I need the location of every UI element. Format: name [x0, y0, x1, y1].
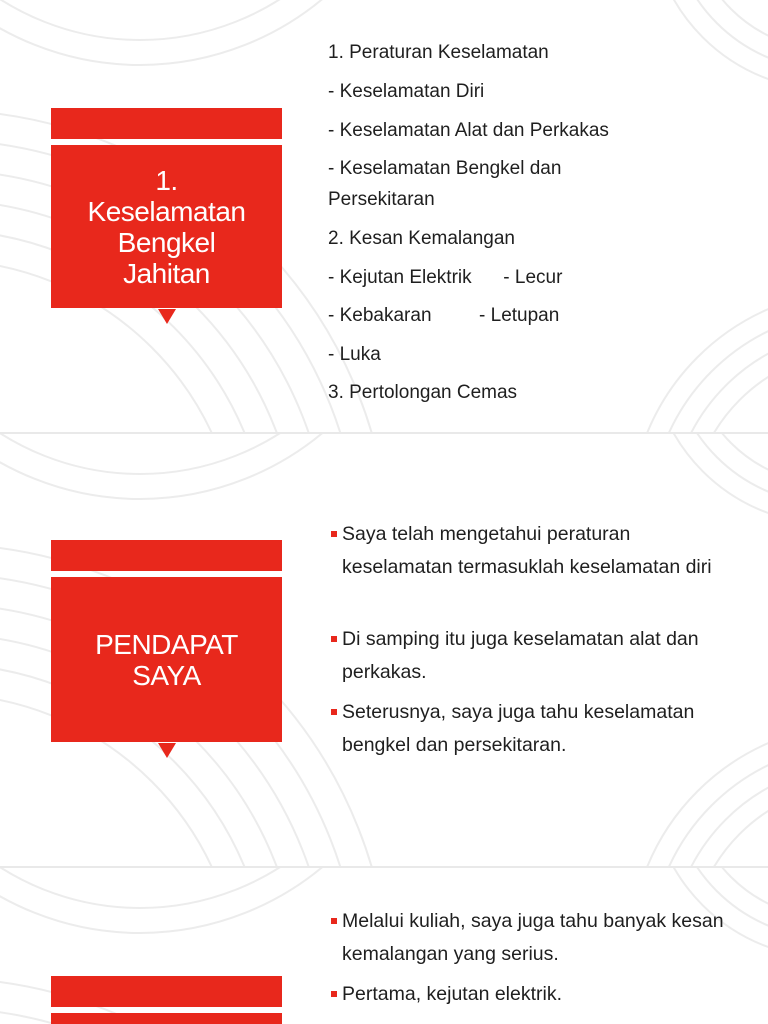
title-accent-bar — [51, 108, 282, 139]
title-accent-bar — [51, 540, 282, 571]
content-line: - Keselamatan Bengkel dan — [328, 158, 562, 179]
content-line: 2. Kesan Kemalangan — [328, 228, 515, 249]
bullet-item — [328, 905, 728, 970]
content-line: - Keselamatan Alat dan Perkakas — [328, 120, 609, 141]
content-line: - Kebakaran - Letupan — [328, 305, 560, 326]
bullet-item — [328, 978, 728, 1011]
slide-2-title: PENDAPAT SAYA — [95, 628, 238, 691]
content-line: 1. Peraturan Keselamatan — [328, 42, 549, 63]
bullet-marker — [331, 531, 337, 537]
bullet-item — [328, 518, 728, 583]
content-line: - Luka — [328, 344, 381, 365]
content-line: Persekitaran — [328, 189, 435, 210]
bullet-marker — [331, 991, 337, 997]
slide-2-title-box — [51, 577, 282, 742]
content-line: - Keselamatan Diri — [328, 81, 485, 102]
bullet-text: Melalui kuliah, saya juga tahu banyak kesan kemalangan yang serius. — [342, 910, 724, 965]
bullet-text: Di samping itu juga keselamatan alat dan perkakas. — [342, 628, 699, 683]
bullet-item — [328, 623, 728, 688]
bullet-text: Saya telah mengetahui peraturan keselamatan termasuklah keselamatan diri — [342, 523, 712, 578]
slide-1-title: 1. Keselamatan Bengkel Jahitan — [87, 164, 246, 289]
slide-3-title-box — [51, 1013, 282, 1024]
slide-3 — [0, 868, 768, 1024]
content-line: - Kejutan Elektrik - Lecur — [328, 267, 563, 288]
bullet-marker — [331, 709, 337, 715]
content-line: 3. Pertolongan Cemas — [328, 382, 518, 403]
bullet-text: Pertama, kejutan elektrik. — [342, 983, 563, 1005]
title-accent-bar — [51, 976, 282, 1007]
bullet-text: Seterusnya, saya juga tahu keselamatan bengkel dan persekitaran. — [342, 701, 695, 756]
title-pointer — [158, 743, 176, 758]
bullet-marker — [331, 918, 337, 924]
slide-1-title-box — [51, 145, 282, 308]
slide-2 — [0, 434, 768, 866]
slide-1 — [0, 0, 768, 432]
bullet-item — [328, 696, 728, 761]
bullet-marker — [331, 636, 337, 642]
title-pointer — [158, 309, 176, 324]
